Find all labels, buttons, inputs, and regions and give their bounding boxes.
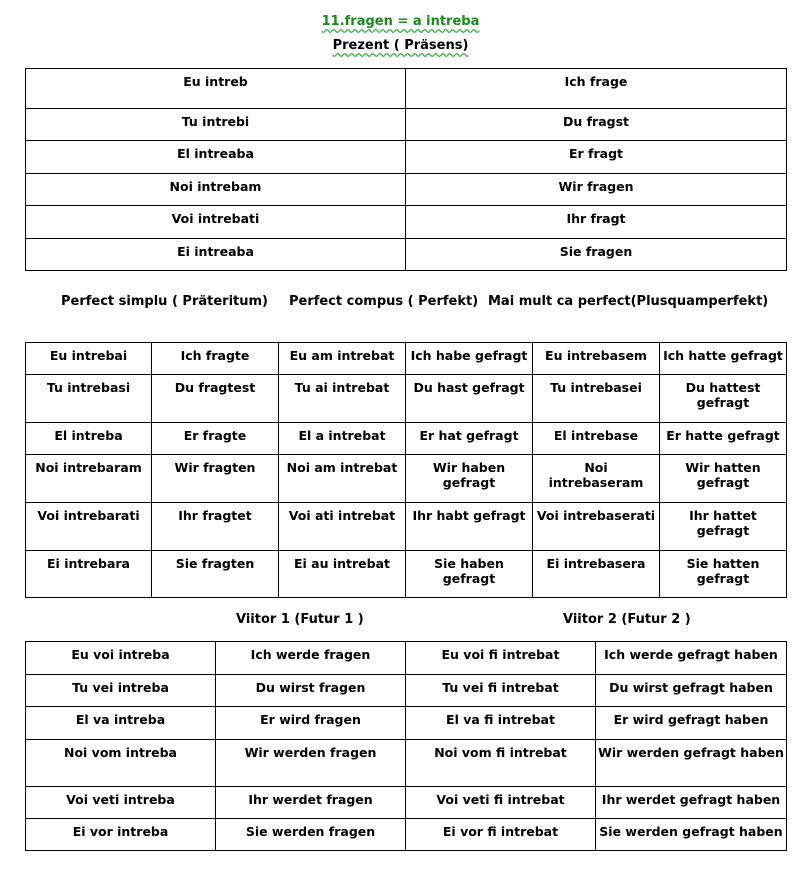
table-cell: Noi vom intreba bbox=[26, 740, 216, 787]
future2-heading: Viitor 2 (Futur 2 ) bbox=[563, 612, 691, 627]
table-cell: Sie fragen bbox=[406, 239, 787, 271]
table-cell: Wir haben gefragt bbox=[406, 455, 533, 503]
table-cell: Du fragtest bbox=[152, 375, 279, 423]
table-row bbox=[26, 787, 787, 819]
table-cell: Voi veti fi intrebat bbox=[406, 787, 596, 819]
table-cell: Noi intrebam bbox=[26, 174, 406, 206]
table-cell: Noi intrebaram bbox=[26, 455, 152, 503]
table-row bbox=[26, 239, 787, 271]
table-cell: Ei intrebara bbox=[26, 551, 152, 598]
table-cell: Ich werde gefragt haben bbox=[596, 642, 787, 675]
table-cell: Eu am intrebat bbox=[279, 343, 406, 375]
table-cell: Eu intrebasem bbox=[533, 343, 660, 375]
table-cell: Ich habe gefragt bbox=[406, 343, 533, 375]
table-cell: Ei vor fi intrebat bbox=[406, 819, 596, 851]
table-cell: Ich frage bbox=[406, 69, 787, 109]
table-cell: Er hat gefragt bbox=[406, 423, 533, 455]
table-cell: Ihr werdet gefragt haben bbox=[596, 787, 787, 819]
table-cell: Sie hatten gefragt bbox=[660, 551, 787, 598]
table-cell: Voi ati intrebat bbox=[279, 503, 406, 551]
table-cell: Wir hatten gefragt bbox=[660, 455, 787, 503]
table-cell: El a intrebat bbox=[279, 423, 406, 455]
table-row bbox=[26, 740, 787, 787]
table-row bbox=[26, 375, 787, 423]
past-compound-heading: Perfect compus ( Perfekt) bbox=[289, 294, 479, 309]
table-row bbox=[26, 423, 787, 455]
table-cell: Du fragst bbox=[406, 109, 787, 141]
table-cell: El intreba bbox=[26, 423, 152, 455]
table-cell: Voi intrebati bbox=[26, 206, 406, 239]
table-cell: Er wird fragen bbox=[216, 707, 406, 740]
table-row bbox=[26, 707, 787, 740]
table-cell: Du hattest gefragt bbox=[660, 375, 787, 423]
pluperfect-heading: Mai mult ca perfect(Plusquamperfekt) bbox=[488, 294, 769, 309]
table-cell: Tu intrebasei bbox=[533, 375, 660, 423]
table-cell: Wir werden gefragt haben bbox=[596, 740, 787, 787]
table-cell: Sie fragten bbox=[152, 551, 279, 598]
table-cell: Ei intrebasera bbox=[533, 551, 660, 598]
table-cell: Du hast gefragt bbox=[406, 375, 533, 423]
table-cell: Er fragte bbox=[152, 423, 279, 455]
table-cell: El va fi intrebat bbox=[406, 707, 596, 740]
table-cell: Ihr habt gefragt bbox=[406, 503, 533, 551]
table-cell: Er hatte gefragt bbox=[660, 423, 787, 455]
table-cell: Ich werde fragen bbox=[216, 642, 406, 675]
table-row bbox=[26, 551, 787, 598]
table-cell: Eu intrebai bbox=[26, 343, 152, 375]
table-cell: Wir werden fragen bbox=[216, 740, 406, 787]
table-cell: Sie haben gefragt bbox=[406, 551, 533, 598]
table-cell: Wir fragten bbox=[152, 455, 279, 503]
table-cell: Ei vor intreba bbox=[26, 819, 216, 851]
table-row bbox=[26, 206, 787, 239]
table-cell: Tu ai intrebat bbox=[279, 375, 406, 423]
table-cell: Sie werden gefragt haben bbox=[596, 819, 787, 851]
future-tenses-table bbox=[25, 641, 787, 851]
table-cell: Tu vei intreba bbox=[26, 675, 216, 707]
table-cell: Ihr hattet gefragt bbox=[660, 503, 787, 551]
table-cell: Tu vei fi intrebat bbox=[406, 675, 596, 707]
table-cell: El va intreba bbox=[26, 707, 216, 740]
table-row bbox=[26, 675, 787, 707]
table-row bbox=[26, 109, 787, 141]
table-cell: Tu intrebasi bbox=[26, 375, 152, 423]
table-cell: Wir fragen bbox=[406, 174, 787, 206]
table-cell: Eu voi fi intrebat bbox=[406, 642, 596, 675]
table-row bbox=[26, 174, 787, 206]
past-simple-heading: Perfect simplu ( Präteritum) bbox=[61, 294, 268, 309]
table-cell: Noi vom fi intrebat bbox=[406, 740, 596, 787]
table-cell: Eu voi intreba bbox=[26, 642, 216, 675]
table-cell: El intreaba bbox=[26, 141, 406, 174]
page-title: 11.fragen = a intreba bbox=[321, 14, 480, 29]
table-row bbox=[26, 69, 787, 109]
present-tense-table bbox=[25, 68, 787, 271]
table-cell: Ihr fragtet bbox=[152, 503, 279, 551]
table-cell: Du wirst gefragt haben bbox=[596, 675, 787, 707]
table-row bbox=[26, 503, 787, 551]
table-cell: Ich hatte gefragt bbox=[660, 343, 787, 375]
table-cell: Voi intrebarati bbox=[26, 503, 152, 551]
table-row bbox=[26, 343, 787, 375]
table-row bbox=[26, 141, 787, 174]
past-tenses-table bbox=[25, 342, 787, 598]
table-cell: Voi veti intreba bbox=[26, 787, 216, 819]
present-tense-heading: Prezent ( Präsens) bbox=[332, 38, 469, 53]
future1-heading: Viitor 1 (Futur 1 ) bbox=[236, 612, 364, 627]
table-cell: Voi intrebaserati bbox=[533, 503, 660, 551]
table-cell: El intrebase bbox=[533, 423, 660, 455]
table-cell: Ei intreaba bbox=[26, 239, 406, 271]
table-row bbox=[26, 642, 787, 675]
table-cell: Er wird gefragt haben bbox=[596, 707, 787, 740]
table-row bbox=[26, 819, 787, 851]
table-cell: Du wirst fragen bbox=[216, 675, 406, 707]
table-cell: Ihr werdet fragen bbox=[216, 787, 406, 819]
table-row bbox=[26, 455, 787, 503]
table-cell: Ihr fragt bbox=[406, 206, 787, 239]
table-cell: Ich fragte bbox=[152, 343, 279, 375]
table-cell: Eu intreb bbox=[26, 69, 406, 109]
table-cell: Noi intrebaseram bbox=[533, 455, 660, 503]
table-cell: Noi am intrebat bbox=[279, 455, 406, 503]
table-cell: Sie werden fragen bbox=[216, 819, 406, 851]
table-cell: Er fragt bbox=[406, 141, 787, 174]
table-cell: Ei au intrebat bbox=[279, 551, 406, 598]
table-cell: Tu intrebi bbox=[26, 109, 406, 141]
